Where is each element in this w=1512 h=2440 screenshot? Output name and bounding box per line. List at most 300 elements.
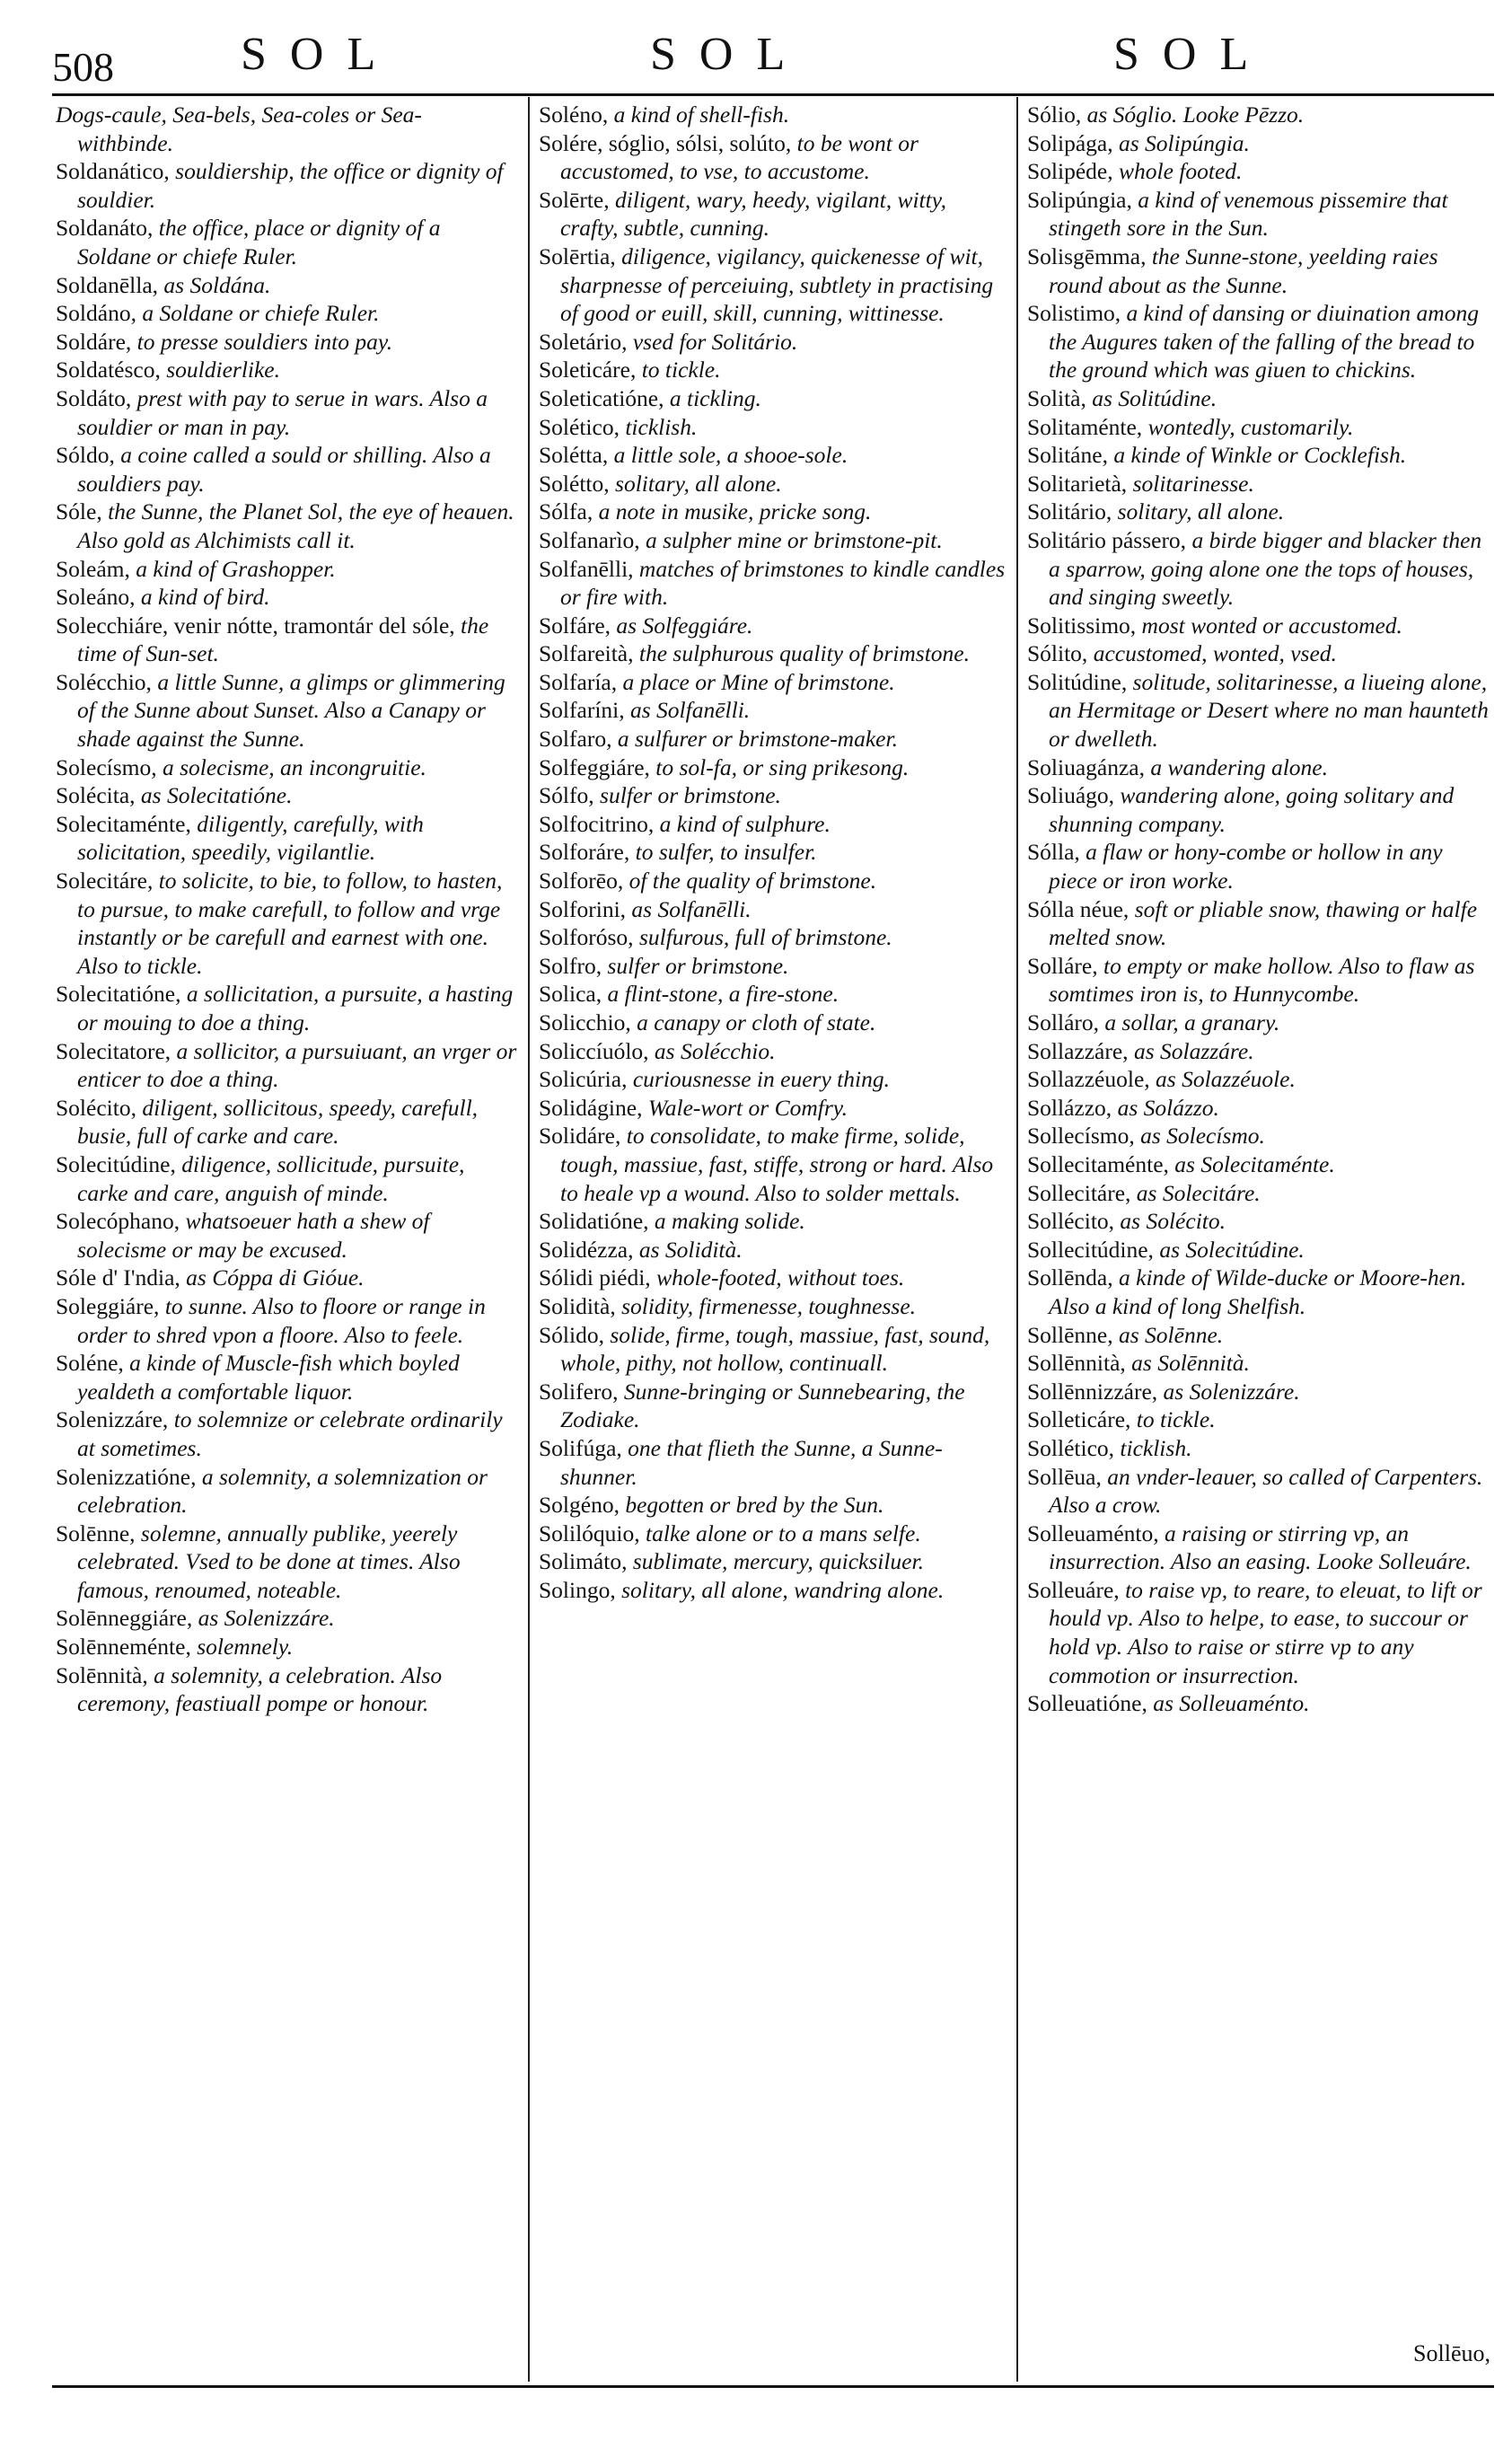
dictionary-entry <box>56 867 517 980</box>
definition: a kind of venemous pissemire that stingeth sore in the Sun. <box>1049 186 1448 242</box>
dictionary-entry <box>1027 1378 1496 1406</box>
definition: the office, place or dignity of a Soldane or chiefe Ruler. <box>77 215 441 269</box>
running-head-center: SOL <box>650 29 809 80</box>
headword: Soleáno, <box>56 584 136 611</box>
headword: Solidézza, <box>539 1236 634 1263</box>
running-head-left: SOL <box>241 29 400 80</box>
dictionary-entry <box>1027 1150 1496 1179</box>
headword: Sólidi piédi, <box>539 1264 651 1291</box>
dictionary-entry <box>1027 1122 1496 1150</box>
headword: Solifero, <box>539 1378 619 1405</box>
headword: Solenizzáre, <box>56 1406 169 1433</box>
headword: Sóle, <box>56 498 102 525</box>
headword: Solfanēlli, <box>539 555 634 582</box>
dictionary-entry <box>1027 1576 1496 1689</box>
dictionary-entry <box>1027 781 1496 838</box>
headword: Solica, <box>539 981 602 1008</box>
dictionary-entry <box>539 1519 1007 1548</box>
dictionary-entry <box>1027 952 1496 1009</box>
definition: as Solécchio. <box>648 1037 776 1064</box>
headword: Soléne, <box>56 1350 124 1377</box>
headword: Sóle d' I'ndia, <box>56 1264 180 1291</box>
headword: Soldanēlla, <box>56 271 159 298</box>
headword: Solétto, <box>539 470 610 497</box>
dictionary-entry <box>56 1405 517 1462</box>
headword: Sollēnnità, <box>1027 1350 1126 1377</box>
headword: Sólito, <box>1027 640 1088 667</box>
column-2 <box>539 101 1007 2382</box>
definition: solide, firme, tough, massiue, fast, sound, whole, pithy, not hollow, continuall. <box>560 1321 990 1377</box>
headword: Solitarietà, <box>1027 470 1128 497</box>
headword: Solfocitrino, <box>539 810 655 837</box>
definition: a sulfurer or brimstone-maker. <box>611 726 898 753</box>
dictionary-entry <box>539 1576 1007 1605</box>
definition: soft or pliable snow, thawing or halfe melted snow. <box>1049 895 1478 951</box>
dictionary-entry <box>1027 1519 1496 1576</box>
headword: Solécito, <box>56 1094 136 1121</box>
headword: Soletário, <box>539 328 628 355</box>
definition: as Solleuaménto. <box>1147 1690 1310 1717</box>
definition: as Solazzáre. <box>1128 1037 1254 1064</box>
column-separator <box>1016 97 1018 2382</box>
definition: wandering alone, going solitary and shunning company. <box>1049 782 1455 837</box>
dictionary-entry <box>56 1037 517 1094</box>
headword: Solfaría, <box>539 668 618 695</box>
headword: Sollēnne, <box>1027 1321 1113 1348</box>
headword: Sollecitúdine, <box>1027 1236 1154 1263</box>
headword: Solēnneggiáre, <box>56 1605 193 1632</box>
headword: Sollēua, <box>1027 1463 1102 1490</box>
headword: Sollético, <box>1027 1434 1115 1461</box>
definition: diligent, sollicitous, speedy, carefull, busie, full of carke and care. <box>77 1094 479 1150</box>
dictionary-entry <box>1027 1349 1496 1378</box>
definition: of the quality of brimstone. <box>623 868 877 894</box>
headword: Solecitáre, <box>56 868 154 894</box>
dictionary-entry <box>1027 1094 1496 1123</box>
headword: Sollecísmo, <box>1027 1123 1135 1150</box>
headword: Solicúria, <box>539 1066 628 1093</box>
dictionary-entry <box>1027 498 1496 526</box>
dictionary-entry <box>1027 895 1496 952</box>
headword: Sollecitáre, <box>1027 1179 1131 1206</box>
headword: Solifúga, <box>539 1434 622 1461</box>
headword: Solecísmo, <box>56 753 157 780</box>
definition: most wonted or accustomed. <box>1136 612 1402 639</box>
dictionary-entry <box>539 526 1007 555</box>
definition: souldiership, the office or dignity of souldier. <box>77 158 504 213</box>
headword: Solipága, <box>1027 129 1113 156</box>
headword: Solitissimo, <box>1027 612 1137 639</box>
definition: a flaw or hony-combe or hollow in any piece or iron worke. <box>1049 839 1443 894</box>
dictionary-entry <box>539 470 1007 498</box>
definition: a Soldane or chiefe Ruler. <box>136 300 380 327</box>
headword: Sollēnnizzáre, <box>1027 1378 1158 1405</box>
headword: Solēnneménte, <box>56 1634 191 1660</box>
definition: the sulphurous quality of brimstone. <box>633 640 970 667</box>
dictionary-entry <box>539 441 1007 470</box>
definition: a solemnity, a celebration. Also ceremony, feastiuall pompe or honour. <box>77 1661 443 1717</box>
definition: solitude, solitarinesse, a liueing alone, an Hermitage or Desert where no man haunteth or dwelleth. <box>1049 668 1489 753</box>
headword: Solità, <box>1027 384 1086 411</box>
dictionary-entry <box>539 668 1007 697</box>
dictionary-entry <box>1027 753 1496 782</box>
definition: as Solēnnità. <box>1125 1350 1250 1377</box>
definition: a place or Mine of brimstone. <box>617 668 895 695</box>
dictionary-entry <box>56 1463 517 1519</box>
definition: ticklish. <box>619 413 698 440</box>
dictionary-entry <box>1027 1179 1496 1208</box>
definition: as Solecitaménte. <box>1168 1150 1335 1177</box>
definition: a sollicitation, a pursuite, a hasting or mouing to doe a thing. <box>77 981 514 1035</box>
definition: the time of Sun-set. <box>77 612 489 667</box>
definition: to presse souldiers into pay. <box>131 328 393 355</box>
dictionary-entry <box>539 1292 1007 1321</box>
headword: Solistimo, <box>1027 300 1121 327</box>
dictionary-entry <box>56 612 517 668</box>
page-header <box>52 18 1471 88</box>
dictionary-entry <box>56 583 517 612</box>
headword: Solécchio, <box>56 668 152 695</box>
headword: Sólio, <box>1027 101 1082 128</box>
dictionary-entry <box>1027 1009 1496 1037</box>
dictionary-entry <box>1027 612 1496 640</box>
definition: whatsoeuer hath a shew of solecisme or may be excused. <box>77 1208 430 1263</box>
definition: as Solazzéuole. <box>1149 1066 1296 1093</box>
headword: Solēnnità, <box>56 1661 148 1688</box>
definition: solemnely. <box>190 1634 294 1660</box>
definition: as Solecitúdine. <box>1153 1236 1305 1263</box>
headword: Soléno, <box>539 101 609 128</box>
definition: Sunne-bringing or Sunnebearing, the Zodiake. <box>560 1378 965 1433</box>
headword: Sollēnda, <box>1027 1264 1113 1291</box>
headword: Solecitúdine, <box>56 1150 176 1177</box>
definition: a kinde of Wilde-ducke or Moore-hen. Also a kind of long Shelfish. <box>1049 1264 1467 1319</box>
dictionary-entry <box>56 101 517 157</box>
dictionary-entry <box>56 1349 517 1405</box>
dictionary-entry <box>539 1207 1007 1236</box>
footer-rule <box>52 2385 1494 2388</box>
definition: a kinde of Winkle or Cocklefish. <box>1107 442 1407 469</box>
dictionary-entry <box>539 186 1007 242</box>
headword: Solfáre, <box>539 612 611 639</box>
headword: Solécita, <box>56 782 136 809</box>
headword: Solitário pássero, <box>1027 526 1187 553</box>
definition: sulfer or brimstone. <box>602 952 789 979</box>
definition: a coine called a sould or shilling. Also a souldiers pay. <box>77 442 491 497</box>
dictionary-entry <box>1027 639 1496 668</box>
column-3 <box>1027 101 1496 2382</box>
headword: Solétta, <box>539 442 609 469</box>
headword: Solēnne, <box>56 1519 136 1546</box>
definition: as Solázzo. <box>1112 1094 1219 1121</box>
definition: diligence, sollicitude, pursuite, carke and care, anguish of minde. <box>77 1150 465 1206</box>
dictionary-entry <box>1027 1463 1496 1519</box>
headword: Solforēo, <box>539 868 624 894</box>
headword: Solipéde, <box>1027 158 1113 185</box>
dictionary-entry <box>56 1292 517 1349</box>
dictionary-entry <box>56 1633 517 1661</box>
dictionary-entry <box>1027 242 1496 299</box>
headword: Solfro, <box>539 952 602 979</box>
dictionary-entry <box>56 384 517 441</box>
definition: a kind of dansing or diuination among the Augures taken of the falling of the bread to the ground which was giuen to chickins. <box>1049 300 1479 383</box>
definition: the Sunne-stone, yeelding raies round about as the Sunne. <box>1049 242 1438 298</box>
dictionary-entry <box>1027 1434 1496 1463</box>
definition: a making solide. <box>648 1208 805 1235</box>
definition: as Solecísmo. <box>1134 1123 1265 1150</box>
definition: Wale-wort or Comfry. <box>642 1094 848 1121</box>
headword: Solingo, <box>539 1576 616 1603</box>
page-number: 508 <box>52 44 114 90</box>
definition: sulfer or brimstone. <box>593 782 781 809</box>
headword: Soleám, <box>56 555 130 582</box>
headword: Solético, <box>539 413 620 440</box>
headword: Solidáre, <box>539 1123 621 1150</box>
headword: Sollázzo, <box>1027 1094 1112 1121</box>
definition: to sulfer, to insulfer. <box>629 839 817 866</box>
definition: as Solfeggiáre. <box>611 612 753 639</box>
dictionary-entry <box>56 810 517 867</box>
headword: Solērte, <box>539 186 610 213</box>
definition: talke alone or to a mans selfe. <box>639 1519 921 1546</box>
definition: a flint-stone, a fire-stone. <box>602 981 840 1008</box>
definition: as Cóppa di Gióue. <box>180 1264 365 1291</box>
definition: begotten or bred by the Sun. <box>619 1492 884 1519</box>
dictionary-entry <box>1027 1264 1496 1320</box>
dictionary-entry <box>539 1378 1007 1434</box>
definition: sublimate, mercury, quicksiluer. <box>627 1548 924 1575</box>
dictionary-entry <box>56 1150 517 1207</box>
definition: diligently, carefully, with solicitation, speedily, vigilantlie. <box>77 810 424 866</box>
headword: Solfaríni, <box>539 697 625 724</box>
dictionary-entry <box>1027 1236 1496 1264</box>
definition: a wandering alone. <box>1145 753 1328 780</box>
dictionary-entry <box>1027 470 1496 498</box>
definition: solitary, all alone. <box>1112 498 1285 525</box>
definition: accustomed, wonted, vsed. <box>1087 640 1337 667</box>
definition: to consolidate, to make firme, solide, tough, massiue, fast, stiffe, strong or hard. Also to heale vp a wound. Also to solder mettals. <box>560 1123 994 1206</box>
dictionary-entry <box>539 952 1007 981</box>
headword: Solére, sóglio, sólsi, solúto, <box>539 129 792 156</box>
dictionary-entry <box>1027 413 1496 442</box>
dictionary-entry <box>539 1264 1007 1292</box>
headword: Soleticatióne, <box>539 384 664 411</box>
dictionary-entry <box>1027 441 1496 470</box>
headword: Soleggiáre, <box>56 1292 160 1319</box>
headword: Soldáre, <box>56 328 132 355</box>
dictionary-entry <box>56 1264 517 1292</box>
dictionary-entry <box>1027 1689 1496 1718</box>
dictionary-entry <box>539 781 1007 810</box>
headword: Soldáto, <box>56 384 132 411</box>
headword: Solleticáre, <box>1027 1406 1131 1433</box>
dictionary-entry <box>539 384 1007 413</box>
dictionary-entry <box>1027 1207 1496 1236</box>
headword: Solitáne, <box>1027 442 1108 469</box>
dictionary-entry <box>539 101 1007 129</box>
dictionary-entry <box>539 242 1007 328</box>
definition: vsed for Solitário. <box>627 328 798 355</box>
header-rule <box>52 93 1494 96</box>
dictionary-entry <box>539 1236 1007 1264</box>
dictionary-entry <box>1027 129 1496 158</box>
definition: a little Sunne, a glimps or glimmering of the Sunne about Sunset. Also a Canapy or shade against the Sunne. <box>77 668 505 753</box>
headword: Solfeggiáre, <box>539 753 650 780</box>
headword: Solforini, <box>539 895 627 922</box>
definition: a note in musike, pricke song. <box>593 498 872 525</box>
dictionary-entry <box>539 980 1007 1009</box>
dictionary-entry <box>1027 1037 1496 1066</box>
headword: Soliccíuólo, <box>539 1037 649 1064</box>
dictionary-entry <box>539 753 1007 782</box>
definition: as Solipúngia. <box>1112 129 1250 156</box>
column-1 <box>56 101 517 2382</box>
dictionary-entry <box>1027 157 1496 186</box>
definition: to sunne. Also to floore or range in order to shred vpon a floore. Also to feele. <box>77 1292 486 1348</box>
headword: Sóldo, <box>56 442 115 469</box>
headword: Sólfo, <box>539 782 594 809</box>
definition: as Sóglio. Looke Pēzzo. <box>1081 101 1305 128</box>
dictionary-entry <box>539 498 1007 526</box>
definition: solemne, annually publike, yeerely celebrated. Vsed to be done at times. Also famous, renoumed, noteable. <box>77 1519 461 1603</box>
dictionary-entry <box>539 1547 1007 1576</box>
dictionary-entry <box>539 1065 1007 1094</box>
headword: Soldáno, <box>56 300 136 327</box>
dictionary-entry <box>56 1604 517 1633</box>
definition: solitarinesse. <box>1127 470 1254 497</box>
definition: as Solecitatióne. <box>135 782 293 809</box>
headword: Solláre, <box>1027 952 1098 979</box>
dictionary-entry <box>1027 838 1496 894</box>
definition: to solicite, to bie, to follow, to hasten, to pursue, to make carefull, to follow and vrge instantly or be carefull and earnest with one. Also to tickle. <box>77 868 503 979</box>
definition: a kinde of Muscle-fish which boyled yealdeth a comfortable liquor. <box>77 1350 460 1405</box>
dictionary-entry <box>56 753 517 782</box>
definition: as Solidità. <box>633 1236 743 1263</box>
headword: Soldanáto, <box>56 215 154 242</box>
headword: Sólla néue, <box>1027 895 1130 922</box>
dictionary-entry <box>539 1094 1007 1123</box>
headword: Solforóso, <box>539 924 634 951</box>
dictionary-entry <box>539 328 1007 357</box>
dictionary-entry <box>56 271 517 300</box>
dictionary-entry <box>539 810 1007 839</box>
headword: Solecóphano, <box>56 1208 180 1235</box>
headword: Solleuaménto, <box>1027 1519 1159 1546</box>
dictionary-entry <box>539 1491 1007 1519</box>
headword: Sólla, <box>1027 839 1080 866</box>
dictionary-entry <box>1027 186 1496 242</box>
headword: Sollécito, <box>1027 1208 1115 1235</box>
headword: Soldatésco, <box>56 357 161 383</box>
dictionary-entry <box>56 328 517 357</box>
dictionary-entry <box>56 1207 517 1264</box>
definition: the Sunne, the Planet Sol, the eye of heauen. Also gold as Alchimists call it. <box>77 498 514 553</box>
dictionary-entry <box>56 299 517 328</box>
dictionary-entry <box>56 980 517 1036</box>
headword: Solidità, <box>539 1292 616 1319</box>
definition: a sollicitor, a pursuiuant, an vrger or enticer to doe a thing. <box>77 1037 517 1093</box>
definition: to tickle. <box>1130 1406 1216 1433</box>
dictionary-entry <box>539 639 1007 668</box>
headword: Solleuáre, <box>1027 1576 1120 1603</box>
headword: Solecchiáre, venir nótte, tramontár del sóle, <box>56 612 455 639</box>
headword: Solimáto, <box>539 1548 628 1575</box>
catchword: Sollēuo, <box>1413 2340 1490 2366</box>
column-separator <box>528 97 530 2382</box>
dictionary-entry <box>56 441 517 498</box>
dictionary-entry <box>539 413 1007 442</box>
dictionary-entry <box>539 612 1007 640</box>
headword: Sollazzéuole, <box>1027 1066 1150 1093</box>
definition: a tickling. <box>664 384 761 411</box>
definition: as Solēnne. <box>1112 1321 1224 1348</box>
definition: one that flieth the Sunne, a Sunne-shunner. <box>560 1434 943 1490</box>
dictionary-entry <box>56 1094 517 1150</box>
headword: Sollecitaménte, <box>1027 1150 1169 1177</box>
dictionary-entry <box>1027 101 1496 129</box>
dictionary-entry <box>539 1321 1007 1378</box>
dictionary-entry <box>1027 299 1496 384</box>
dictionary-entry <box>56 781 517 810</box>
dictionary-entry <box>56 356 517 384</box>
dictionary-entry <box>539 838 1007 867</box>
headword: Solecitatore, <box>56 1037 171 1064</box>
definition: a kind of sulphure. <box>654 810 831 837</box>
dictionary-entry <box>1027 526 1496 612</box>
definition: as Solfanēlli. <box>624 697 751 724</box>
dictionary-entry <box>1027 1321 1496 1350</box>
headword: Solfanarìo, <box>539 526 640 553</box>
headword: Soliuágo, <box>1027 782 1115 809</box>
dictionary-entry <box>56 1519 517 1605</box>
definition: a birde bigger and blacker then a sparrow, going alone one the tops of houses, and singing sweetly. <box>1049 526 1482 611</box>
definition: a kind of bird. <box>135 584 270 611</box>
dictionary-entry <box>56 1661 517 1718</box>
definition: matches of brimstones to kindle candles or fire with. <box>560 555 1006 611</box>
definition: to tickle. <box>636 357 721 383</box>
headword: Solitaménte, <box>1027 413 1143 440</box>
headword: Solitário, <box>1027 498 1112 525</box>
headword: Sólfa, <box>539 498 593 525</box>
dictionary-entry <box>539 129 1007 186</box>
dictionary-entry <box>56 668 517 753</box>
definition: curiousnesse in euery thing. <box>627 1066 890 1093</box>
dictionary-entry <box>56 157 517 214</box>
dictionary-entry <box>539 1434 1007 1491</box>
definition: ticklish. <box>1114 1434 1192 1461</box>
definition: as Solecitáre. <box>1130 1179 1261 1206</box>
definition: an vnder-leauer, so called of Carpenters. Also a crow. <box>1049 1463 1483 1519</box>
headword: Solisgēmma, <box>1027 242 1147 269</box>
definition: a sulpher mine or brimstone-pit. <box>639 526 943 553</box>
definition: to empty or make hollow. Also to flaw as somtimes iron is, to Hunnycombe. <box>1049 952 1475 1008</box>
headword: Soliuagánza, <box>1027 753 1145 780</box>
definition: to sol-fa, or sing prikesong. <box>649 753 910 780</box>
definition: sulfurous, full of brimstone. <box>633 924 892 951</box>
headword: Solilóquio, <box>539 1519 640 1546</box>
headword: Solfareità, <box>539 640 634 667</box>
definition: diligence, vigilancy, quickenesse of wit, sharpnesse of perceiuing, subtlety in practising of good or euill, skill, cunning, wittinesse. <box>560 242 994 327</box>
headword: Solitúdine, <box>1027 668 1128 695</box>
dictionary-entry <box>539 555 1007 612</box>
definition: a raising or stirring vp, an insurrection. Also an easing. Looke Solleuáre. <box>1049 1519 1472 1575</box>
headword: Solipúngia, <box>1027 186 1132 213</box>
definition: a sollar, a granary. <box>1099 1009 1280 1035</box>
dictionary-entry <box>1027 1065 1496 1094</box>
definition: solitary, all alone. <box>609 470 782 497</box>
dictionary-entry <box>539 923 1007 952</box>
headword: Sollazzáre, <box>1027 1037 1129 1064</box>
